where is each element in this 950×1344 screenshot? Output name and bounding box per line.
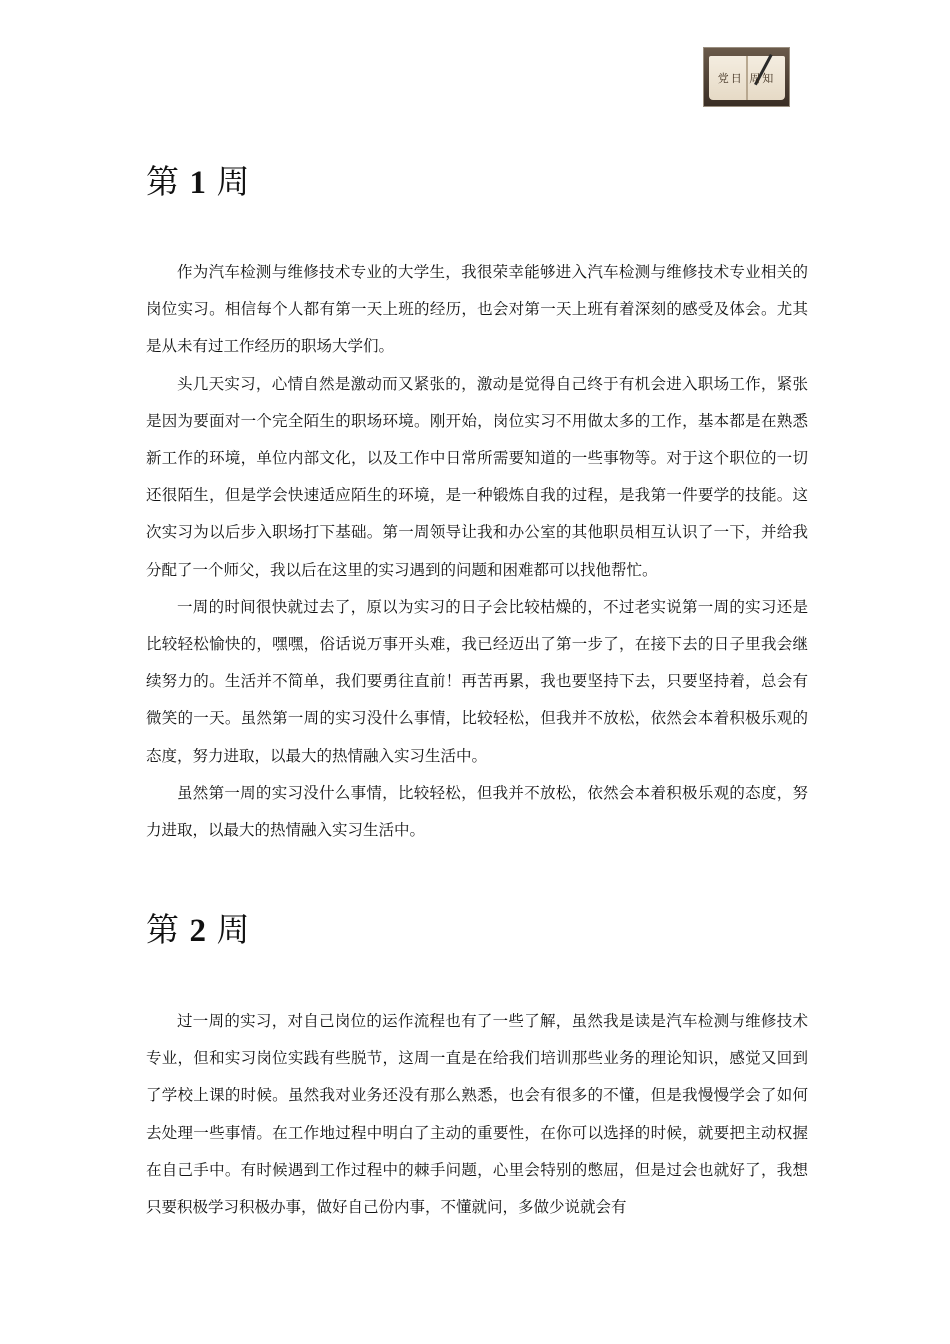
week-1-heading-prefix: 第 [146,162,179,201]
paragraph: 过一周的实习，对自己岗位的运作流程也有了一些了解，虽然我是读是汽车检测与维修技术专业，但和实习岗位实践有些脱节，这周一直是在给我们培训那些业务的理论知识，感觉又回到了学校上课的时候。虽然我对业务还没有那么熟悉，也会有很多的不懂，但是我慢慢学会了如何去处理一些事情。在工作地过程中明白了主动的重要性，在你可以选择的时候，就要把主动权握在自己手中。有时候遇到工作过程中的棘手问题，心里会特别的憋屈，但是过会也就好了，我想只要积极学习积极办事，做好自己份内事，不懂就问，多做少说就会有 [146,1012,808,1217]
week-2-heading-suffix: 周 [216,910,250,949]
week-1-heading-suffix: 周 [216,162,250,201]
week-2-heading-prefix: 第 [146,910,179,949]
week-1-heading [146,162,250,203]
header-logo [703,47,790,107]
week-1-body [146,254,808,849]
paragraph: 头几天实习，心情自然是激动而又紧张的，激动是觉得自己终于有机会进入职场工作，紧张是因为要面对一个完全陌生的职场环境。刚开始，岗位实习不用做太多的工作，基本都是在熟悉新工作的环境，单位内部文化，以及工作中日常所需要知道的一些事物等。对于这个职位的一切还很陌生，但是学会快速适应陌生的环境，是一种锻炼自我的过程，是我第一件要学的技能。这次实习为以后步入职场打下基础。第一周领导让我和办公室的其他职员相互认识了一下，并给我分配了一个师父，我以后在这里的实习遇到的问题和困难都可以找他帮忙。 [146,374,808,579]
paragraph: 一周的时间很快就过去了，原以为实习的日子会比较枯燥的，不过老实说第一周的实习还是比较轻松愉快的，嘿嘿，俗话说万事开头难，我已经迈出了第一步了，在接下去的日子里我会继续努力的。生活并不简单，我们要勇往直前！再苦再累，我也要坚持下去，只要坚持着，总会有微笑的一天。虽然第一周的实习没什么事情，比较轻松，但我并不放松，依然会本着积极乐观的态度，努力进取，以最大的热情融入实习生活中。 [146,597,808,765]
paragraph: 虽然第一周的实习没什么事情，比较轻松，但我并不放松，依然会本着积极乐观的态度，努力进取，以最大的热情融入实习生活中。 [146,783,808,840]
paragraph: 作为汽车检测与维修技术专业的大学生，我很荣幸能够进入汽车检测与维修技术专业相关的岗位实习。相信每个人都有第一天上班的经历，也会对第一天上班有着深刻的感受及体会。尤其是从未有过工作经历的职场大学们。 [146,263,808,356]
logo-text: 党日 周知 [717,72,776,85]
week-2-heading [146,910,250,951]
week-2-body [146,1003,808,1226]
week-1-heading-number: 1 [189,165,206,201]
week-2-heading-number: 2 [189,913,206,949]
